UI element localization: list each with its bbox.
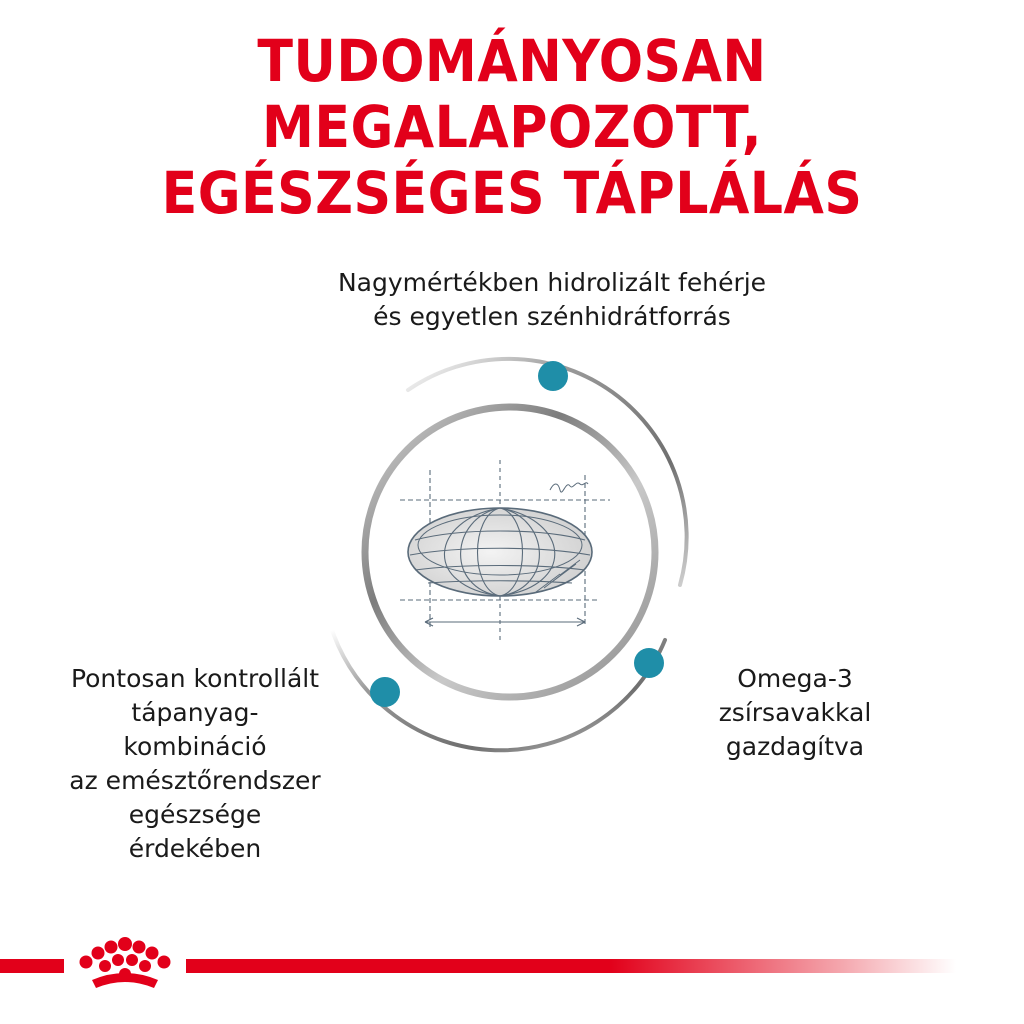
footer-red-line-left [0,959,64,973]
teal-dot-left-icon [370,677,400,707]
benefit-top-line-1: Nagymértékben hidrolizált fehérje [337,268,767,297]
teal-dot-right-icon [634,648,664,678]
royal-crown-logo [72,936,178,998]
benefit-hydrolysed-protein [262,266,842,334]
teal-dot-top-icon [538,361,568,391]
benefit-top-line-2: és egyetlen szénhidrátforrás [373,302,731,331]
benefit-right-line-3: gazdagítva [725,732,865,761]
kibble-diagram [300,340,720,760]
benefit-left-line-6: érdekében [128,834,262,863]
benefit-left-line-4: az emésztőrendszer [69,766,321,795]
headline-line-1: TUDOMÁNYOSAN MEGALAPOZOTT, [257,27,767,161]
benefit-right-line-1: Omega-3 [737,664,853,693]
benefit-left-line-2: tápanyag- [131,698,259,727]
headline-line-2: EGÉSZSÉGES TÁPLÁLÁS [161,159,863,227]
benefit-left-line-5: egészsége [128,800,262,829]
benefit-left-line-1: Pontosan kontrollált [70,664,320,693]
benefit-left-line-3: kombináció [123,732,267,761]
headline [51,28,973,226]
footer-red-line-right [186,959,956,973]
benefit-right-line-2: zsírsavakkal [718,698,872,727]
